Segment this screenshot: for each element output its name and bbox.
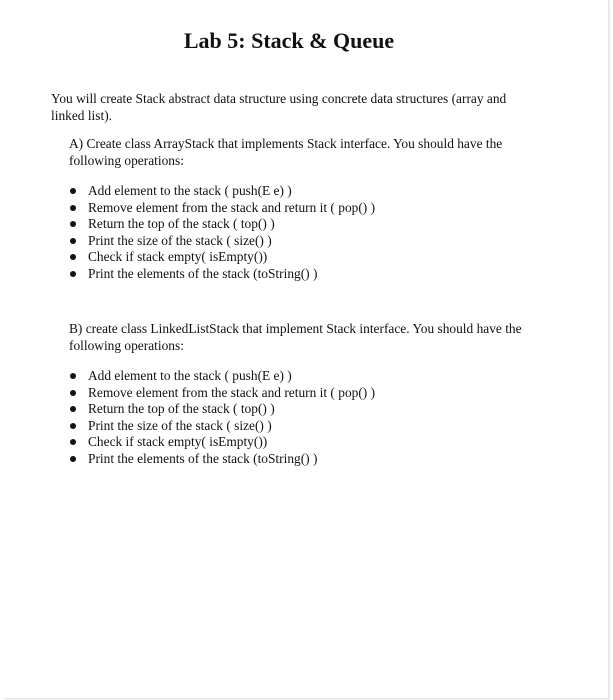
section-a-heading: A) Create class ArrayStack that implements Stack interface. You should have the following operations: — [69, 136, 503, 168]
list-item — [69, 434, 539, 451]
list-item — [69, 451, 539, 468]
section-b-operations-list — [69, 368, 539, 468]
bullet-icon — [70, 205, 76, 211]
list-item — [69, 266, 539, 283]
list-item — [69, 216, 539, 233]
operation-text: Remove element from the stack and return it ( pop() ) — [88, 199, 376, 215]
list-item — [69, 368, 539, 385]
bullet-icon — [70, 271, 76, 277]
bullet-icon — [70, 423, 76, 429]
operation-text: Add element to the stack ( push(E e) ) — [88, 368, 292, 383]
operation-text: Print the elements of the stack (toString() ) — [88, 450, 318, 466]
operation-text: Print the size of the stack ( size() ) — [88, 232, 272, 248]
operation-text: Print the size of the stack ( size() ) — [88, 417, 272, 433]
bullet-icon — [70, 221, 76, 227]
operation-text: Print the elements of the stack (toString() ) — [88, 265, 318, 281]
operation-text: Check if stack empty( isEmpty()) — [88, 434, 268, 450]
bullet-icon — [70, 238, 76, 244]
operation-text: Check if stack empty( isEmpty()) — [88, 249, 268, 265]
operation-text: Return the top of the stack ( top() ) — [88, 216, 275, 232]
list-item — [69, 200, 539, 217]
section-b-heading: B) create class LinkedListStack that implement Stack interface. You should have the following operations: — [69, 321, 522, 353]
list-item — [69, 401, 539, 418]
list-item — [69, 183, 539, 200]
list-item — [69, 385, 539, 402]
bullet-icon — [70, 254, 76, 260]
section-a-operations-list — [69, 183, 539, 283]
operation-text: Return the top of the stack ( top() ) — [88, 401, 275, 417]
bullet-icon — [70, 373, 76, 379]
bullet-icon — [70, 390, 76, 396]
intro-paragraph: You will create Stack abstract data structure using concrete data structures (array and linked list). — [51, 91, 507, 123]
operation-text: Remove element from the stack and return it ( pop() ) — [88, 384, 376, 400]
list-item — [69, 249, 539, 266]
section-a — [69, 135, 539, 283]
bullet-icon — [70, 439, 76, 445]
document-title: Lab 5: Stack & Queue — [183, 28, 395, 53]
document-page — [4, 0, 609, 699]
bullet-icon — [70, 456, 76, 462]
bullet-icon — [70, 406, 76, 412]
list-item — [69, 418, 539, 435]
section-b — [69, 320, 539, 468]
operation-text: Add element to the stack ( push(E e) ) — [88, 183, 292, 198]
list-item — [69, 233, 539, 250]
bullet-icon — [70, 188, 76, 194]
